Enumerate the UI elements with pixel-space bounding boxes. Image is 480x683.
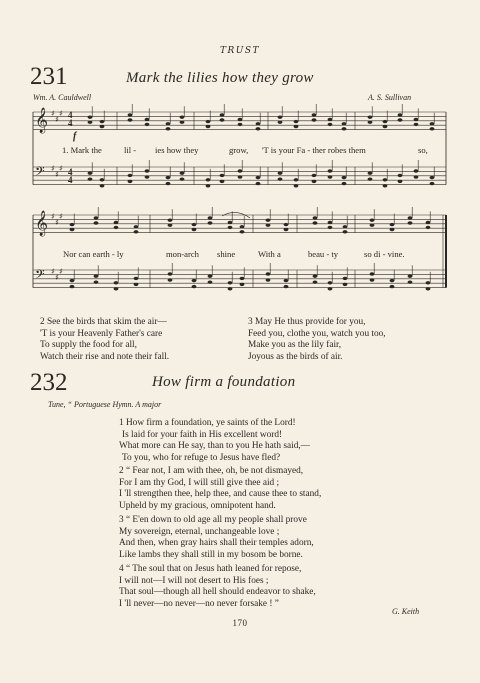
- note-head: [342, 122, 347, 125]
- note-head: [128, 174, 133, 177]
- hymn-231-title: Mark the lilies how they grow: [126, 70, 314, 86]
- sharp-icon: ♯: [55, 218, 59, 227]
- note-head: [114, 287, 119, 290]
- note-head: [128, 118, 133, 121]
- hymn-232-number: 232: [30, 369, 68, 396]
- stanza-line: Is laid for your faith in His excellent word!: [122, 429, 283, 440]
- note-head: [414, 123, 419, 126]
- note-head: [383, 178, 388, 181]
- note-head: [100, 178, 105, 181]
- note-head: [328, 169, 333, 172]
- hymn-231-music-by: A. S. Sullivan: [368, 93, 412, 102]
- note-head: [370, 224, 375, 227]
- hymn-232-stanza-2: [119, 466, 321, 512]
- note-head: [70, 223, 75, 226]
- stanza-line: And then, when gray hairs shall their temples adorn,: [119, 538, 314, 549]
- note-head: [343, 230, 348, 233]
- note-head: [313, 281, 318, 284]
- note-head: [313, 221, 318, 224]
- note-head: [312, 118, 317, 121]
- note-head: [256, 176, 261, 179]
- note-head: [390, 285, 395, 288]
- note-head: [383, 125, 388, 128]
- note-head: [114, 226, 119, 229]
- note-head: [342, 127, 347, 130]
- lyric-1-b: lil -: [124, 145, 137, 155]
- note-head: [408, 216, 413, 219]
- treble-clef-icon: 𝄞: [35, 108, 49, 133]
- note-head: [220, 113, 225, 116]
- note-head: [383, 184, 388, 187]
- note-head: [408, 281, 413, 284]
- lyric-1-f: so,: [418, 145, 428, 155]
- note-head: [408, 221, 413, 224]
- sharp-icon: ♯: [51, 164, 55, 173]
- stanza-line: Like lambs they shall still in my bosom be borne.: [119, 549, 303, 560]
- note-head: [228, 287, 233, 290]
- hymn-232-stanza-1: [119, 418, 310, 464]
- note-head: [168, 219, 173, 222]
- stanza-line: Make you as the lily fair,: [248, 340, 342, 351]
- stanza-line: 3 “ E'en down to old age all my people shall prove: [119, 515, 307, 525]
- note-head: [343, 277, 348, 280]
- note-head: [328, 175, 333, 178]
- stanza-line: My sovereign, eternal, unchangeable love ;: [119, 526, 280, 537]
- note-head: [180, 172, 185, 175]
- note-head: [240, 277, 245, 280]
- note-head: [426, 226, 431, 229]
- sharp-icon: ♯: [51, 267, 55, 276]
- note-head: [168, 224, 173, 227]
- hymn-231-words-by: Wm. A. Cauldwell: [33, 93, 92, 102]
- note-head: [390, 223, 395, 226]
- note-head: [328, 221, 333, 224]
- stanza-line: 4 “ The soul that on Jesus hath leaned for repose,: [119, 564, 302, 574]
- note-head: [206, 120, 211, 123]
- note-head: [278, 172, 283, 175]
- note-head: [166, 176, 171, 179]
- note-head: [328, 287, 333, 290]
- note-head: [220, 118, 225, 121]
- note-head: [128, 180, 133, 183]
- note-head: [328, 118, 333, 121]
- stanza-line: 2 “ Fear not, I am with thee, oh, be not dismayed,: [119, 466, 304, 476]
- note-head: [238, 118, 243, 121]
- note-head: [256, 127, 261, 130]
- note-head: [192, 223, 197, 226]
- note-head: [228, 281, 233, 284]
- lyric-2-b: mon-arch: [166, 249, 199, 259]
- sharp-icon: ♯: [55, 115, 59, 124]
- note-head: [192, 285, 197, 288]
- note-head: [145, 118, 150, 121]
- stanza-line: 3 May He thus provide for you,: [248, 317, 366, 327]
- note-head: [398, 174, 403, 177]
- lyric-2-a: Nor can earth - ly: [63, 249, 124, 259]
- stanza-line: 'T is your Heavenly Father's care: [40, 328, 163, 339]
- note-head: [240, 283, 245, 286]
- note-head: [426, 281, 431, 284]
- note-head: [398, 118, 403, 121]
- note-head: [256, 122, 261, 125]
- note-head: [312, 174, 317, 177]
- note-head: [88, 116, 93, 119]
- note-head: [328, 226, 333, 229]
- note-head: [134, 230, 139, 233]
- note-head: [426, 221, 431, 224]
- note-head: [145, 175, 150, 178]
- stanza-line: 2 See the birds that skim the air—: [40, 317, 167, 327]
- lyric-2-c: shine: [217, 249, 236, 259]
- hymn-232-title: How firm a foundation: [152, 374, 296, 390]
- note-head: [426, 287, 431, 290]
- stanza-line: What more can He say, than to you He hath said,—: [119, 441, 310, 452]
- note-head: [94, 275, 99, 278]
- note-head: [430, 176, 435, 179]
- hymn-232-stanza-3: [119, 515, 314, 561]
- stanza-line: Joyous as the birds of air.: [248, 351, 343, 362]
- note-head: [284, 223, 289, 226]
- bass-clef-icon: 𝄢: [35, 267, 45, 285]
- hymn-232-author: G. Keith: [392, 607, 420, 616]
- note-head: [266, 272, 271, 275]
- stanza-line: I 'll strengthen thee, help thee, and cause thee to stand,: [119, 489, 322, 500]
- hymn-231-number: 231: [30, 63, 68, 90]
- note-head: [294, 120, 299, 123]
- note-head: [414, 169, 419, 172]
- note-head: [408, 275, 413, 278]
- sharp-icon: ♯: [55, 170, 59, 179]
- note-head: [128, 113, 133, 116]
- bass-clef-icon: 𝄢: [35, 164, 45, 182]
- note-head: [312, 113, 317, 116]
- note-head: [94, 281, 99, 284]
- time-sig-treble: 4 4: [68, 110, 73, 128]
- note-head: [390, 279, 395, 282]
- note-head: [430, 127, 435, 130]
- note-head: [414, 118, 419, 121]
- note-head: [313, 275, 318, 278]
- stanza-line: I 'll never—no never—no never forsake ! ”: [119, 598, 279, 609]
- note-head: [180, 178, 185, 181]
- note-head: [430, 182, 435, 185]
- lyric-2-e: beau - ty: [308, 249, 339, 259]
- note-head: [312, 180, 317, 183]
- note-head: [266, 224, 271, 227]
- hymn-232-tune: Tune, “ Portuguese Hymn. A major: [48, 400, 162, 409]
- note-head: [284, 285, 289, 288]
- note-head: [328, 123, 333, 126]
- note-head: [368, 172, 373, 175]
- note-head: [134, 283, 139, 286]
- stanza-line: Watch their rise and note their fall.: [40, 351, 170, 362]
- stanza-line: That soul—though all hell should endeavor to shake,: [119, 587, 316, 598]
- time-sig-bass: 4 4: [68, 167, 73, 185]
- note-head: [208, 275, 213, 278]
- note-head: [114, 281, 119, 284]
- stanza-line: I will not—I will not desert to His foes ;: [119, 575, 269, 586]
- note-head: [100, 120, 105, 123]
- note-head: [208, 281, 213, 284]
- stanza-line: To supply the food for all,: [40, 340, 137, 351]
- note-head: [278, 121, 283, 124]
- note-head: [180, 121, 185, 124]
- note-head: [266, 278, 271, 281]
- note-head: [343, 283, 348, 286]
- note-head: [220, 174, 225, 177]
- note-head: [383, 120, 388, 123]
- dynamic-forte: f: [73, 131, 77, 142]
- note-head: [88, 178, 93, 181]
- note-head: [266, 219, 271, 222]
- note-head: [368, 116, 373, 119]
- note-head: [370, 278, 375, 281]
- note-head: [168, 278, 173, 281]
- note-head: [368, 178, 373, 181]
- note-head: [398, 180, 403, 183]
- note-head: [342, 182, 347, 185]
- lyric-1-c: ies how they: [155, 145, 199, 155]
- note-head: [342, 176, 347, 179]
- note-head: [206, 178, 211, 181]
- sharp-icon: ♯: [51, 109, 55, 118]
- note-head: [166, 122, 171, 125]
- note-head: [70, 285, 75, 288]
- sharp-icon: ♯: [51, 212, 55, 221]
- note-head: [278, 178, 283, 181]
- note-head: [145, 123, 150, 126]
- stanza-line: To you, who for refuge to Jesus have fled?: [122, 452, 281, 463]
- note-head: [206, 184, 211, 187]
- note-head: [294, 178, 299, 181]
- note-head: [192, 228, 197, 231]
- note-head: [100, 125, 105, 128]
- note-head: [430, 122, 435, 125]
- note-head: [88, 172, 93, 175]
- page-number: 170: [232, 618, 248, 628]
- sharp-icon: ♯: [59, 109, 63, 118]
- note-head: [278, 116, 283, 119]
- lyric-1-e: 'T is your Fa - ther robes them: [262, 145, 366, 155]
- hymn-231-stanzas-left: [40, 317, 169, 363]
- sharp-icon: ♯: [55, 273, 59, 282]
- note-head: [284, 228, 289, 231]
- note-head: [70, 279, 75, 282]
- hymn-232-stanza-4: [119, 564, 316, 610]
- sharp-icon: ♯: [59, 267, 63, 276]
- note-head: [368, 121, 373, 124]
- note-head: [220, 180, 225, 183]
- treble-clef-icon: 𝄞: [35, 211, 49, 236]
- note-head: [390, 228, 395, 231]
- lyric-1-d: grow,: [229, 145, 249, 155]
- note-head: [208, 221, 213, 224]
- note-head: [134, 277, 139, 280]
- note-head: [166, 127, 171, 130]
- sharp-icon: ♯: [59, 212, 63, 221]
- note-head: [313, 216, 318, 219]
- note-head: [100, 184, 105, 187]
- note-head: [180, 116, 185, 119]
- note-head: [343, 225, 348, 228]
- lyric-1-a: 1. Mark the: [62, 145, 102, 155]
- note-head: [206, 125, 211, 128]
- note-head: [370, 272, 375, 275]
- note-head: [294, 184, 299, 187]
- note-head: [284, 279, 289, 282]
- note-head: [238, 169, 243, 172]
- note-head: [145, 169, 150, 172]
- note-head: [70, 228, 75, 231]
- stanza-line: For I am thy God, I will still give thee aid ;: [119, 477, 280, 488]
- note-head: [94, 216, 99, 219]
- note-head: [328, 281, 333, 284]
- note-head: [228, 221, 233, 224]
- note-head: [114, 221, 119, 224]
- note-head: [414, 175, 419, 178]
- note-head: [238, 175, 243, 178]
- note-head: [398, 113, 403, 116]
- note-head: [168, 272, 173, 275]
- lyric-2-f: so di - vine.: [364, 249, 405, 259]
- stanza-line: Feed you, clothe you, watch you too,: [248, 328, 386, 339]
- note-head: [240, 230, 245, 233]
- stanza-line: 1 How firm a foundation, ye saints of the Lord!: [119, 418, 296, 428]
- note-head: [240, 225, 245, 228]
- note-head: [134, 225, 139, 228]
- note-head: [256, 182, 261, 185]
- note-head: [238, 123, 243, 126]
- note-head: [166, 182, 171, 185]
- note-head: [208, 216, 213, 219]
- hymn-231-stanzas-right: [248, 317, 386, 363]
- note-head: [192, 279, 197, 282]
- note-head: [88, 121, 93, 124]
- note-head: [294, 125, 299, 128]
- note-head: [94, 221, 99, 224]
- lyric-2-d: With a: [258, 249, 281, 259]
- note-head: [370, 219, 375, 222]
- stanza-line: Upheld by my gracious, omnipotent hand.: [119, 500, 276, 511]
- sharp-icon: ♯: [59, 164, 63, 173]
- note-head: [228, 226, 233, 229]
- section-heading: TRUST: [219, 46, 261, 56]
